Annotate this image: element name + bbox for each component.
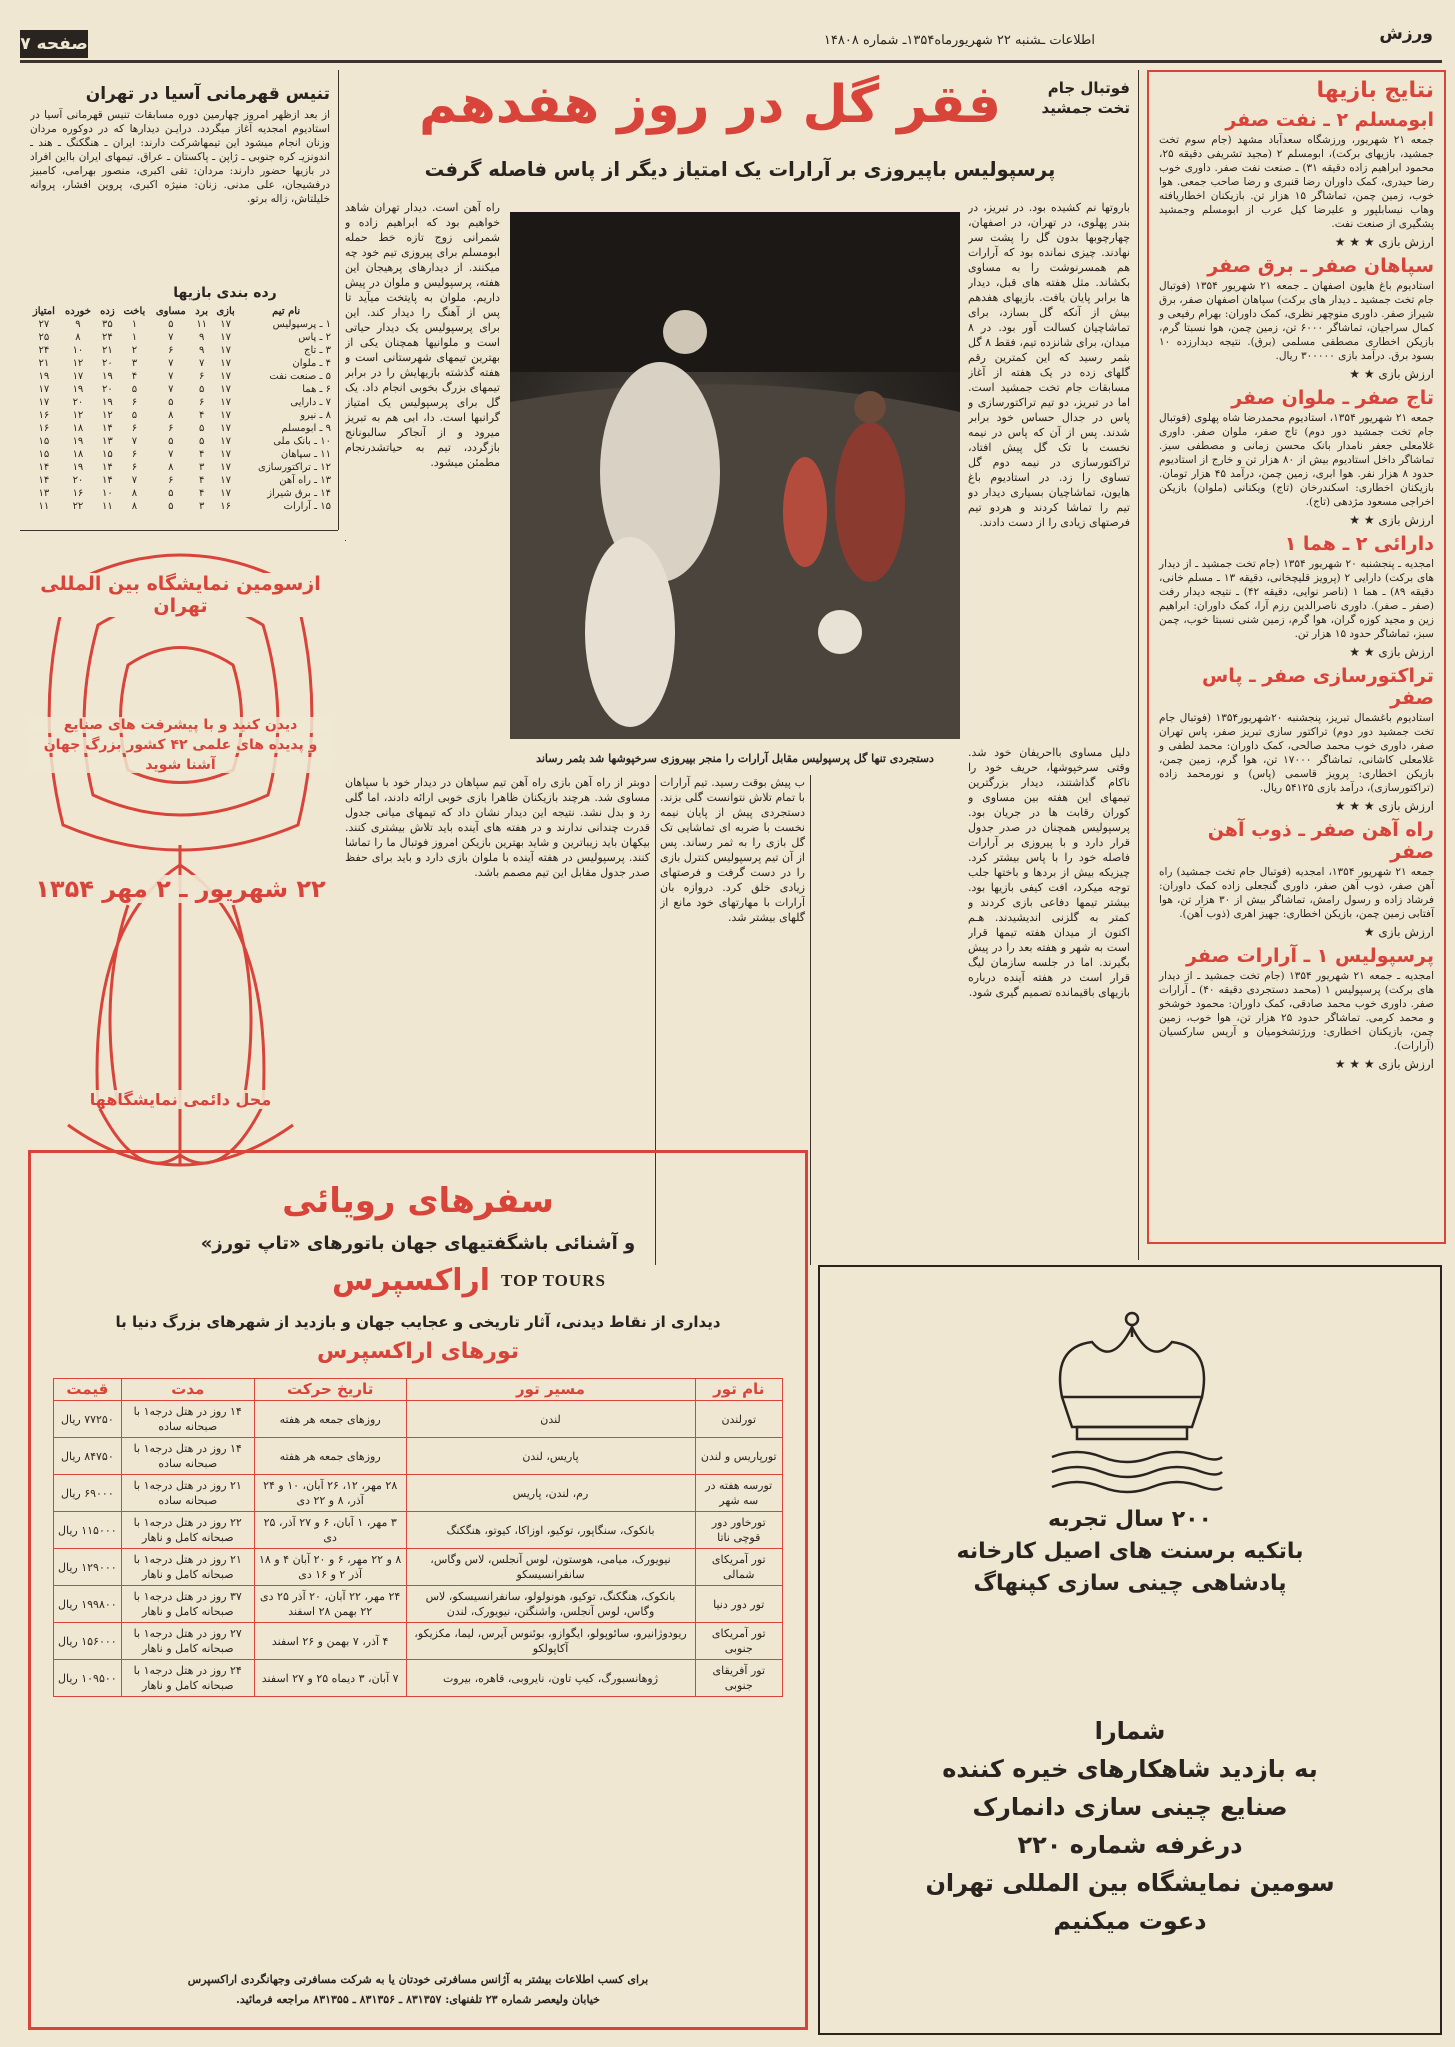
standings-cell: ۱۶ — [38, 423, 50, 434]
tour-row — [54, 1475, 783, 1512]
standings-cell: ۵ — [168, 397, 174, 408]
tour-column-header: تاریخ حرکت — [254, 1379, 406, 1401]
standings-cell: ۷ — [131, 436, 138, 447]
standings-cell: ۱۵ — [102, 449, 113, 460]
tour-cell: ۲۷ روز در هتل درجه۱ با صبحانه کامل و ناهار — [121, 1623, 254, 1660]
standings-cell: ۱۷ — [220, 397, 231, 408]
standings-row — [28, 383, 333, 396]
standings-cell: ۱۳ — [102, 436, 113, 447]
standings-cell: ۱۷ — [220, 423, 231, 434]
standings-cell: ۱۹ — [38, 371, 50, 382]
header-rule — [20, 60, 1442, 63]
match-result-heading: تاج صفر ـ ملوان صفر — [1231, 387, 1434, 409]
standings-cell: ۳ — [199, 501, 205, 512]
tour-row — [54, 1623, 783, 1660]
tour-row — [54, 1401, 783, 1438]
tour-cell: ۱۴ روز در هتل درجه۱ با صبحانه ساده — [121, 1438, 254, 1475]
tour-cell: روزهای جمعه هر هفته — [254, 1438, 406, 1475]
porcelain-line-3: پادشاهی چینی سازی کپنهاگ — [973, 1571, 1287, 1596]
tour-cell: ۷۷۲۵۰ ریال — [54, 1401, 122, 1438]
porcelain-line-5: به بازدید شاهکارهای خیره کننده — [942, 1755, 1318, 1783]
standings-cell: ۸ — [75, 332, 81, 343]
tour-row — [54, 1586, 783, 1623]
standings-cell: ۶ — [131, 397, 138, 408]
tour-cell: ۳۷ روز در هتل درجه۱ با صبحانه کامل و ناهار — [121, 1586, 254, 1623]
tour-cell: ژوهانسبورگ، کیپ تاون، نایروبی، قاهره، بیروت — [406, 1660, 695, 1697]
standings-column-header: برد — [195, 306, 209, 317]
standings-cell: ۷ — [168, 384, 174, 395]
standings-cell: ۱۷ — [220, 488, 231, 499]
match-photo — [510, 212, 960, 739]
standings-cell: ۵ — [199, 384, 205, 395]
headline-subtitle: پرسپولیس باپیروزی بر آرارات یک امتیاز دیگر از پاس فاصله گرفت — [424, 158, 1056, 181]
tour-ad-subtitle: و آشنائی باشگفتیهای جهان باتورهای «تاپ تورز» — [200, 1233, 636, 1254]
standings-cell: ۱۵ — [38, 449, 50, 460]
standings-title: رده بندی بازیها — [173, 285, 277, 301]
standings-cell: ۳۵ — [102, 319, 113, 330]
article-column-1: باروتها نم کشیده بود. در تبریز، در بندر پهلوی، در تهران، در اصفهان، چهارچوبها بدون گل را پشت سر نهادند. چیزی نمانده بود که آرارات هم همسرنوشت را به مساوی بکشاند. مثل هفته های قبل، دیدار ها برابر پایان یافت. بازیهای هفدهم بیش از آنکه گل بسازد، برای تماشاچیان کسالت آور بود. در ۸ میدان، برای شانزده تیم، فقط ۸ گل بثمر رسید که این کمترین رقم گلهای زده در یک هفته از آغاز مسابقات جام تخت جمشید است. اما در تبریز، دو تیم تراکتورسازی و پاس در جدال حساس خود برابر شدند. پس از آن که پاس در نیمه نخست با تک گل پیش افتاد، تراکتورسازی در نیمه دوم گل تساوی را زد. در استادیوم باغ هایون، تماشاچیان بسیاری دیدار دو تیم را تماشا کردند و هردو تیم فرصتهای زیادی را از دست دادند. — [968, 201, 1130, 529]
standings-row — [28, 318, 333, 331]
porcelain-line-8: سومین نمایشگاه بین المللی تهران — [925, 1869, 1335, 1897]
standings-cell: ۴ — [199, 449, 205, 460]
tennis-body: از بعد ازظهر امروز چهارمین دوره مسابقات تنیس قهرمانی آسیا در استادیوم امجدیه آغاز میگردد. درایـن دیدارها که در دوکوره مردان وزنان انجام میشود این تیمهاشرکت دارند: ایران ـ هنگکنگ ـ هند ـ اندونزیـ کره جنوبی ـ ژاپن ـ پاکستان ـ عراق. تیمهای ایران بااین افراد در بازیها حضور دارند: مردان: تقی اکبری، منصور بهرامی، کامبیز درفشیجان، علی مدنی. زنان: منیژه اکبری، پروین افشار، پروانه خلیلتاش، زاله برتو. — [30, 109, 330, 205]
tour-cell: ۸ و ۲۲ مهر، ۶ و ۲۰ آبان ۴ و ۱۸ آذر ۲ و ۱۶ دی — [254, 1549, 406, 1586]
standings-column-header: بازی — [216, 306, 235, 317]
standings-cell: ۱۶ — [72, 488, 84, 499]
standings-cell: ۲۵ — [38, 332, 50, 343]
tour-column-header: قیمت — [54, 1379, 122, 1401]
page-number-badge: صفحه ۷ — [20, 30, 88, 58]
standings-cell: ۱۱ ـ سپاهان — [280, 449, 331, 460]
tour-cell: لندن — [406, 1401, 695, 1438]
tour-ad-title: سفرهای رویائی — [282, 1181, 554, 1221]
standings-column-header: باخت — [123, 306, 146, 317]
tour-cell: ریودوژانیرو، سائوپولو، ایگوازو، بوئنوس آیرس، لیما، مکزیکو، آکاپولکو — [406, 1623, 695, 1660]
standings-cell: ۵ ـ صنعت نفت — [269, 371, 331, 382]
standings-cell: ۶ — [168, 423, 174, 434]
tour-brand-en: TOP TOURS — [501, 1271, 606, 1290]
standings-cell: ۱۳ — [38, 488, 50, 499]
tour-column-header: نام تور — [695, 1379, 783, 1401]
standings-cell: ۱۴ ـ برق شیراز — [267, 488, 331, 499]
tour-cell: تورلندن — [695, 1401, 783, 1438]
standings-cell: ۱۹ — [72, 436, 84, 447]
tour-brand-fa: اراکسپرس — [331, 1263, 491, 1298]
standings-table — [28, 305, 333, 513]
standings-cell: ۱۷ — [220, 332, 231, 343]
match-rating: ارزش بازی ★ ★ ★ — [1334, 235, 1434, 249]
exhibition-line-1: دیدن کنید و با پیشرفت های صنایع — [28, 717, 333, 733]
tour-footer-1: برای کسب اطلاعات بیشتر به آژانس مسافرتی خودتان یا به شرکت مسافرتی وجهانگردی اراکسپرس — [187, 1973, 649, 1986]
article-column-4: ب پیش بوقت رسید. تیم آرارات با تمام تلاش نتوانست گلی بزند. دستجردی پیش از پایان نیمه نخست با ضربه ای تماشایی تک گل بازی را به ثمر رساند. پس از آن تیم پرسپولیس کنترل بازی را در دست گرفت و فرصتهای زیادی خلق کرد. دروازه بان آرارات با مهارتهای خود مانع از گلهای بیشتر شد. — [660, 776, 805, 924]
standings-cell: ۶ ـ هما — [302, 384, 331, 395]
tour-cell: روزهای جمعه هر هفته — [254, 1401, 406, 1438]
standings-cell: ۳ — [131, 358, 138, 369]
tour-cell: ۲۱ روز در هتل درجه۱ با صبحانه کامل و ناهار — [121, 1549, 254, 1586]
standings-cell: ۷ — [168, 371, 174, 382]
standings-cell: ۲۱ — [38, 358, 50, 369]
match-result-heading: تراکتورسازی صفر ـ پاس صفر — [1202, 665, 1434, 709]
article-column-2: راه آهن است. دیدار تهران شاهد خواهیم بود که ابراهیم زاده و شمرانی زوج تازه خط حمله ابومسلم برای پیروزی تیم خود چه میکنند. از دیدارهای پرهیجان این هفته، پرسپولیس و ملوان در پیش داریم. ملوان به پایتخت میآید تا پس از آهنگ را دیدار کند. این برای پرسپولیس یک دیدار حیاتی است و ملوانیها همچنان یکی از بهترین تیمهای شهرستانی است و هفته گذشته بازیهایش را در برابر تیمهای بزرگ بخوبی انجام داد. یک گل برای پرسپولیس یک امتیاز گرانبها است. دا، ابی هم به تبریز میرود و از آنجاکر سالبونانج بازگردد، تیم به حیاتشدرنجام مطمئن میشود. — [345, 201, 500, 469]
results-title: نتایج بازیها — [1316, 78, 1434, 103]
standings-cell: ۱۰ — [72, 345, 84, 356]
standings-cell: ۱۷ — [220, 319, 231, 330]
standings-cell: ۷ — [168, 449, 174, 460]
standings-cell: ۵ — [168, 501, 174, 512]
standings-cell: ۲۷ — [38, 319, 50, 330]
match-rating: ارزش بازی ★ ★ — [1349, 367, 1434, 381]
standings-cell: ۱۸ — [72, 449, 84, 460]
tour-cell: ۳ مهر، ۱ آبان، ۶ و ۲۷ آذر، ۲۵ دی — [254, 1512, 406, 1549]
tour-cell: رم، لندن، پاریس — [406, 1475, 695, 1512]
standings-cell: ۱۷ — [220, 449, 231, 460]
standings-cell: ۷ — [168, 332, 174, 343]
standings-cell: ۱۱ — [38, 501, 50, 512]
standings-cell: ۱۲ — [72, 358, 84, 369]
standings-cell: ۱۷ — [220, 345, 231, 356]
standings-cell: ۱۷ — [38, 397, 50, 408]
standings-cell: ۵ — [168, 488, 174, 499]
standings-cell: ۱۷ — [220, 358, 231, 369]
standings-cell: ۴ — [131, 371, 138, 382]
standings-cell: ۱۷ — [220, 410, 231, 421]
match-rating: ارزش بازی ★ ★ ★ — [1334, 1057, 1434, 1071]
tour-cell: تور آفریقای جنوبی — [695, 1660, 783, 1697]
tour-column-header: مدت — [121, 1379, 254, 1401]
standings-cell: ۲ — [131, 345, 138, 356]
standings-cell: ۱۶ — [220, 501, 231, 512]
match-result-details: جمعه ۲۱ شهریور ۱۳۵۴، امجدیه (فوتبال جام تخت جمشید) راه آهن صفر، ذوب آهن صفر، داوری گنجعلی زاده کمک داوران: فرشاد زاده و رسول رامش، تماشاگر بیش از ۳۰ هزار تن، هوا آفتابی زمین چمن، بازیکن اخطاری: جهیز اهری (ذوب آهن). — [1159, 866, 1435, 920]
exhibition-footer: محل دائمی نمایشگاهها — [28, 1090, 333, 1109]
standings-cell: ۶ — [168, 475, 174, 486]
results-list — [1159, 109, 1434, 1071]
standings-cell: ۱۶ — [38, 410, 50, 421]
tour-row — [54, 1438, 783, 1475]
standings-row — [28, 448, 333, 461]
tour-row — [54, 1660, 783, 1697]
standings-cell: ۹ — [199, 345, 205, 356]
porcelain-line-4: شمارا — [1094, 1717, 1166, 1745]
match-rating: ارزش بازی ★ ★ — [1349, 513, 1434, 527]
standings-cell: ۱۴ — [102, 462, 113, 473]
standings-cell: ۱۹ — [72, 384, 84, 395]
standings-cell: ۷ ـ دارایی — [290, 397, 331, 408]
standings-cell: ۲۴ — [102, 332, 113, 343]
standings-row — [28, 344, 333, 357]
porcelain-line-2: باتکیه برسنت های اصیل کارخانه — [956, 1539, 1304, 1564]
tour-cell: تور آمریکای جنوبی — [695, 1623, 783, 1660]
standings-cell: ۵ — [131, 384, 138, 395]
porcelain-line-7: درغرفه شماره ۲۲۰ — [1017, 1831, 1243, 1859]
tour-cell: ۶۹۰۰۰ ریال — [54, 1475, 122, 1512]
standings-cell: ۵ — [199, 436, 205, 447]
standings-cell: ۷ — [199, 358, 205, 369]
tour-cell: ۴ آذر، ۷ بهمن و ۲۶ اسفند — [254, 1623, 406, 1660]
tour-cell: ۷ آبان، ۳ دیماه ۲۵ و ۲۷ اسفند — [254, 1660, 406, 1697]
standings-cell: ۱۷ — [220, 462, 231, 473]
standings-cell: ۲۰ — [102, 384, 113, 395]
tour-column-header: مسیر تور — [406, 1379, 695, 1401]
standings-cell: ۹ ـ ابومسلم — [281, 423, 331, 434]
match-result-heading: راه آهن صفر ـ ذوب آهن صفر — [1207, 819, 1434, 863]
dateline: اطلاعات ـشنبه ۲۲ شهریورماه۱۳۵۴ـ شماره ۱۴۸۰۸ — [823, 33, 1095, 48]
standings-cell: ۱۷ — [38, 384, 50, 395]
standings-row — [28, 409, 333, 422]
porcelain-line-1: ۲۰۰ سال تجربه — [1047, 1507, 1212, 1532]
standings-header-row — [28, 305, 333, 318]
exhibition-line-2: و پدیده های علمی ۴۲ کشور بزرگ جهان — [28, 737, 333, 753]
page-header — [0, 0, 1455, 62]
headline-title: فقر گل در روز هفدهم — [418, 75, 1002, 135]
tour-ad-line: دیداری از نقاط دیدنی، آثار تاریخی و عجایب جهان و بازدید از شهرهای بزرگ دنیا با — [115, 1313, 721, 1331]
standings-cell: ۱۲ — [72, 410, 84, 421]
column-rule — [20, 530, 338, 531]
standings-cell: ۱ — [131, 319, 138, 330]
tour-cell: ۲۲ روز در هتل درجه۱ با صبحانه کامل و ناهار — [121, 1512, 254, 1549]
porcelain-ad — [818, 1265, 1442, 2035]
photo-caption: دستجردی تنها گل پرسپولیس مقابل آرارات را منجر بپیروزی سرخپوشها شد بثمر رساند — [536, 752, 934, 765]
standings-cell: ۱۱ — [196, 319, 208, 330]
standings-cell: ۱۳ ـ راه آهن — [279, 475, 331, 486]
standings-cell: ۶ — [199, 397, 205, 408]
standings-cell: ۴ ـ ملوان — [292, 358, 331, 369]
match-rating: ارزش بازی ★ ★ ★ — [1334, 799, 1434, 813]
standings-cell: ۵ — [168, 319, 174, 330]
tour-cell: ۲۴ مهر، ۲۲ آبان، ۲۰ آذر ۲۵ دی ۲۲ بهمن ۲۸ اسفند — [254, 1586, 406, 1623]
standings-cell: ۸ — [168, 410, 174, 421]
tour-cell: پاریس، لندن — [406, 1438, 695, 1475]
standings-cell: ۱ — [131, 332, 138, 343]
standings-cell: ۶ — [131, 449, 138, 460]
match-result-heading: سپاهان صفر ـ برق صفر — [1207, 255, 1434, 277]
tour-cell: ۱۰۹۵۰۰ ریال — [54, 1660, 122, 1697]
standings-cell: ۵ — [199, 423, 205, 434]
match-result-heading: ابومسلم ۲ ـ نفت صفر — [1225, 109, 1434, 131]
column-rule — [345, 540, 346, 541]
standings-cell: ۸ — [131, 488, 138, 499]
standings-row — [28, 357, 333, 370]
standings-cell: ۱۱ — [102, 501, 113, 512]
standings-cell: ۱۷ — [220, 436, 231, 447]
tour-cell: تورخاور دور قوچی ناتا — [695, 1512, 783, 1549]
column-rule — [1138, 70, 1139, 1260]
column-rule — [338, 70, 339, 530]
exhibition-dates: ۲۲ شهریور ـ ۲ مهر ۱۳۵۴ — [28, 875, 333, 903]
standings-cell: ۱۹ — [102, 371, 113, 382]
standings-cell: ۱۷ — [220, 384, 231, 395]
standings-row — [28, 331, 333, 344]
standings-cell: ۸ — [168, 462, 174, 473]
tour-cell: ۱۹۹۸۰۰ ریال — [54, 1586, 122, 1623]
standings-cell: ۴ — [199, 475, 205, 486]
standings-cell: ۷ — [131, 475, 138, 486]
players-photo — [510, 212, 960, 739]
standings-row — [28, 396, 333, 409]
standings-cell: ۶ — [168, 345, 174, 356]
match-rating: ارزش بازی ★ ★ — [1349, 645, 1434, 659]
standings-cell: ۳ — [199, 462, 205, 473]
standings-cell: ۹ — [199, 332, 205, 343]
match-rating: ارزش بازی ★ — [1363, 925, 1434, 939]
standings-column-header: مساوی — [155, 306, 186, 317]
tennis-title: تنیس قهرمانی آسیا در تهران — [85, 84, 330, 104]
tour-row — [54, 1549, 783, 1586]
exhibition-title: ازسومین نمایشگاه بین المللی تهران — [28, 573, 333, 617]
standings-cell: ۲ ـ پاس — [298, 332, 331, 343]
standings-cell: ۲۱ — [102, 345, 113, 356]
standings-cell: ۱۲ — [102, 410, 113, 421]
section-name: ورزش — [1379, 24, 1433, 44]
tour-row — [54, 1512, 783, 1549]
standings-cell: ۱۴ — [38, 475, 50, 486]
tour-cell: تورپاریس و لندن — [695, 1438, 783, 1475]
standings-cell: ۱۰ — [102, 488, 113, 499]
match-result-details: جمعه ۲۱ شهریور، ورزشگاه سعدآباد مشهد (جام سوم تخت جمشید، بازیهای برکت)، ابومسلم ۲ (مجید تشریفی دقیقه ۲۵، محمود ابراهیم زاده دقیقه ۳۱) ـ صنعت نفت صفر. داوری خوب رضا حیدری، کمک داوران رضا قنبری و رضا صاحب جمعی. هوا خوب، زمین چمن، تماشاگر ۱۵ هزار تن. بازیکنان اخطاریافته وهاب نیسابلپور و علیرضا کیل عرب از ابومسلم وجمشید پشگیری از صنعت نفت. — [1159, 134, 1435, 230]
match-result-details: امجدیه ـ جمعه ۲۱ شهریور ۱۳۵۴ (جام تخت جمشید ـ از دیدار های برکت) پرسپولیس ۱ (محمد دستجردی دقیقه ۴۰) ـ آرارات صفر. داوری خوب محمد صادقی، کمک داوران: محمود خوشخو و محمد کرمی. تماشاگر حدود ۲۵ هزار تن، هوا خوب، زمین چمن، بازیکنان اخطاری: ورژتشخومیان و آریس سارکسیان (آرارات). — [1159, 970, 1435, 1052]
standings-row — [28, 461, 333, 474]
tour-cell: تورسه هفته در سه شهر — [695, 1475, 783, 1512]
standings-cell: ۹ — [75, 319, 81, 330]
article-column-5: دوبتر از راه آهن بازی راه آهن تیم سپاهان در دیدار خود با سپاهان مساوی شد. هرچند بازیکنان ظاهرا بازی خوبی ارائه دادند، اما گلی رد و بدل نشد. نتیجه این دیدار نشان داد که تیمهای میانی جدول قدرت چندانی ندارند و در هفته های آینده باید تلاش بیشتری کنند. بیکهان باید زیباترین و شاید بهترین بازیکن امروز فوتبال ما را تماشا کنند. پرسپولیس در هفته آینده با ملوان بازی دارد و باید برای حفظ صدر جدول مقابل این تیم مصمم باشد. — [345, 776, 650, 879]
standings-cell: ۲۰ — [72, 475, 84, 486]
standings-cell: ۵ — [168, 436, 174, 447]
match-result-heading: پرسپولیس ۱ ـ آرارات صفر — [1186, 945, 1434, 967]
standings-cell: ۴ — [199, 410, 205, 421]
standings-cell: ۶ — [199, 371, 205, 382]
porcelain-line-6: صنایع چینی سازی دانمارک — [972, 1793, 1288, 1821]
standings-cell: ۸ — [131, 501, 138, 512]
standings-cell: ۱۰ ـ بانک ملی — [273, 436, 331, 447]
tour-cell: تور آمریکای شمالی — [695, 1549, 783, 1586]
standings-cell: ۱۲ ـ تراکتورسازی — [258, 462, 331, 473]
tour-cell: نیویورک، میامی، هوستون، لوس آنجلس، لاس وگاس، سانفرانسیسکو — [406, 1549, 695, 1586]
tour-cell: بانکوک، هنگکنگ، توکیو، هونولولو، سانفرانسیسکو، لاس وگاس، لوس آنجلس، واشنگتن، نیویورک، لندن — [406, 1586, 695, 1623]
standings-cell: ۱۸ — [72, 423, 84, 434]
standings-column-header: خورده — [65, 306, 91, 317]
standings-cell: ۲۴ — [38, 345, 50, 356]
headline-kicker: فوتبال جام تخت جمشید — [1041, 79, 1130, 117]
standings-cell: ۶ — [131, 462, 138, 473]
standings-cell: ۸ ـ نیرو — [300, 410, 331, 421]
tour-cell: ۲۴ روز در هتل درجه۱ با صبحانه کامل و ناهار — [121, 1660, 254, 1697]
standings-cell: ۱۹ — [102, 397, 113, 408]
tour-cell: ۱۵۶۰۰۰ ریال — [54, 1623, 122, 1660]
standings-cell: ۱۵ — [38, 436, 50, 447]
tour-ad-line-2: تورهای اراکسپرس — [316, 1339, 519, 1364]
standings-column-header: نام تیم — [272, 306, 301, 317]
tour-table — [53, 1378, 783, 1697]
column-rule — [810, 775, 811, 1265]
standings-row — [28, 487, 333, 500]
standings-cell: ۱۵ ـ آرارات — [283, 501, 331, 512]
tour-ad — [28, 1150, 808, 2030]
tour-cell: بانکوک، سنگاپور، توکیو، اوزاکا، کیوتو، هنگکنگ — [406, 1512, 695, 1549]
standings-cell: ۲۲ — [72, 501, 84, 512]
standings-cell: ۴ — [199, 488, 205, 499]
royal-crown-logo — [1032, 1307, 1232, 1497]
standings-row — [28, 370, 333, 383]
match-result-heading: دارائی ۲ ـ هما ۱ — [1284, 533, 1434, 555]
standings-cell: ۱۷ — [72, 371, 84, 382]
match-result-details: امجدیه ـ پنجشنبه ۲۰ شهریور ۱۳۵۴ (جام تخت جمشید ـ از دیدار های برکت) دارایی ۲ (پرویز قلیچخانی، دقیقه ۱۳ ـ مسلم خانی، دقیقه ۸۹) ـ هما ۱ (ناصر نوایی، دقیقه ۴۲) ـ نتیجه دیدار رفت (صفر ـ صفر). داوری ناصرالدین رزم آرا، کمک داوران: ابراهیم زین و مجید کوزه گران، هوا گرم، زمین شنی نسبتا خوب، چمن سبز، تماشاگر حدود ۱۵ هزار تن. — [1159, 558, 1434, 640]
exhibition-line-3: آشنا شوید — [28, 757, 333, 773]
match-result-details: استادیوم باغشمال تبریز، پنجشنبه ۲۰شهریور۱۳۵۴ (فوتبال جام تخت جمشید دور دوم) تراکتور سازی تبریز صفر، پاس تهران صفر، داوری خوب محمد صالحی، کمک داوران: محمد لطفی و غلامعلی کاشانی، تماشاگر ۱۷۰۰۰ تن، هوا گرم، زمین چمن، بازیکن اخطاری: پرویز قاسمی (پاس) و نورمحمد زاده (تراکتورسازی)، درآمد بازی ۵۴۱۲۵ ریال. — [1159, 712, 1434, 794]
match-result-details: استادیوم باغ هایون اصفهان ـ جمعه ۲۱ شهریور ۱۳۵۴ (فوتبال جام تخت جمشید ـ دیدار های برکت) سپاهان اصفهان صفر، برق شیراز صفر. داوری منوچهر نظری، کمک داوران: بهرام رفیعی و کمال سراجیان، تماشاگر ۶۰۰۰ تن، زمین چمن، هوا نسبتا گرم، بازیکن اخطاری مصطفی مسلمی (برق). نتیجه دیدارزده ۱۰ بسود برق. درآمد بازی ۳۰۰۰۰۰ ریال. — [1159, 280, 1435, 362]
tour-cell: ۸۴۷۵۰ ریال — [54, 1438, 122, 1475]
tour-cell: ۱۴ روز در هتل درجه۱ با صبحانه ساده — [121, 1401, 254, 1438]
standings-cell: ۲۰ — [102, 358, 113, 369]
tour-footer-2: خیابان ولیعصر شماره ۲۳ تلفنهای: ۸۳۱۳۵۷ ـ ۸۳۱۳۵۶ ـ ۸۳۱۳۵۵ مراجعه فرمائید. — [236, 1993, 600, 2006]
standings-row — [28, 422, 333, 435]
tour-cell: ۲۱ روز در هتل درجه۱ با صبحانه ساده — [121, 1475, 254, 1512]
standings-cell: ۲۰ — [72, 397, 84, 408]
standings-column-header: زده — [100, 306, 115, 317]
porcelain-line-9: دعوت میکنیم — [1053, 1907, 1207, 1935]
standings-cell: ۶ — [131, 423, 138, 434]
standings-cell: ۱۴ — [102, 475, 113, 486]
tour-table-header — [54, 1379, 783, 1401]
standings-cell: ۵ — [131, 410, 138, 421]
standings-row — [28, 500, 333, 513]
standings-cell: ۱ ـ پرسپولیس — [272, 319, 331, 330]
standings-cell: ۱۷ — [220, 371, 231, 382]
standings-column-header: امتیاز — [32, 306, 55, 317]
tour-cell: ۱۲۹۰۰۰ ریال — [54, 1549, 122, 1586]
standings-cell: ۷ — [168, 358, 174, 369]
standings-row — [28, 474, 333, 487]
match-result-details: جمعه ۲۱ شهریور ۱۳۵۴، استادیوم محمدرضا شاه پهلوی (فوتبال جام تخت جمشید دور دوم) تاج صفر، ملوان صفر. داوری غلامعلی جعفر نامدار بانک محسن زمانی و مصطفی سیز. تماشاگر داخل استادیوم بیش از ۸۰ هزار تن و خارج از استادیوم حدود ۸ هزار نفر. هوا ابری، زمین چمن، درآمد ۴۵ هزار تومان. بازیکنان اخطاری: اسکندرخان (تاج) ویکنانی (ملوان) بازیکن اخراجی مسعود مژدهی (تاج). — [1159, 412, 1434, 508]
standings-row — [28, 435, 333, 448]
standings-cell: ۱۹ — [72, 462, 84, 473]
results-box — [1147, 70, 1446, 1244]
standings-cell: ۱۷ — [220, 475, 231, 486]
tour-cell: تور دور دنیا — [695, 1586, 783, 1623]
standings-cell: ۱۴ — [102, 423, 113, 434]
tour-cell: ۲۸ مهر، ۱۲، ۲۶ آبان، ۱۰ و ۲۴ آذر، ۸ و ۲۲ دی — [254, 1475, 406, 1512]
tour-cell: ۱۱۵۰۰۰ ریال — [54, 1512, 122, 1549]
standings-cell: ۱۴ — [38, 462, 50, 473]
standings-cell: ۳ ـ تاج — [304, 345, 331, 356]
article-column-3: دلیل مساوی بااحریفان خود شد. وقتی سرخپوشها، حریف خود را ناکام گذاشتند، دیدار بزرگترین تیمهای این هفته بین مساوی و کوران رقابت ها در جریان بود. پرسپولیس همچنان در صدر جدول قرار دارد و با پیروزی بر آرارات فاصله خود را با پاس بیشتر کرد. چیزیکه بیش از بردها و باختها جلب توجه میکرد، افت کیفی بازیها بود. بیشتر تیمها دفاعی بازی کردند و کمتر به گلزنی اندیشیدند. هـم اکنون از میدان هفته تیمها قرار است به شهر و هفته بعد را در پیش بگیرند. اما در جلسه سازمان لیگ قرار است در هفته آینده درباره بازیهای باقیمانده تصمیم گیری شود. — [968, 746, 1130, 999]
